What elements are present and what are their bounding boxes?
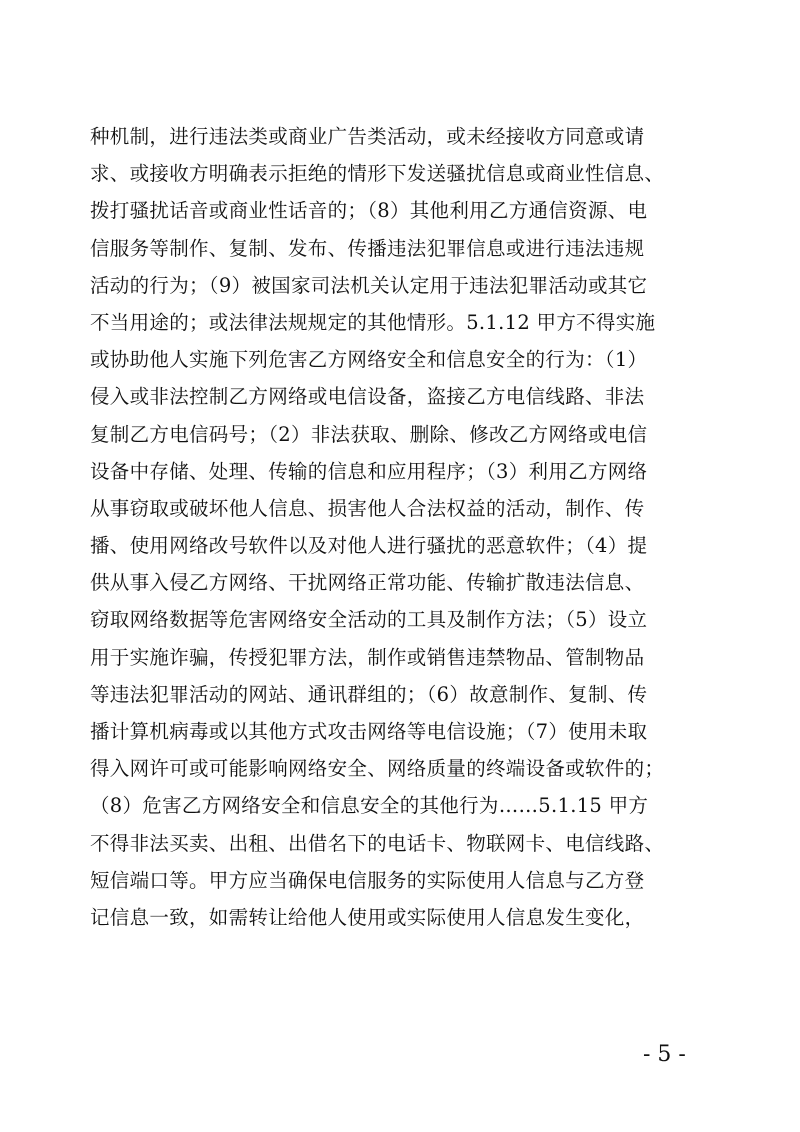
- text-line: 种机制，进行违法类或商业广告类活动，或未经接收方同意或请: [90, 125, 645, 148]
- text-line: 设备中存储、处理、传输的信息和应用程序；（3）利用乙方网络: [90, 459, 648, 483]
- text-line: 或协助他人实施下列危害乙方网络安全和信息安全的行为：（1）: [90, 348, 648, 372]
- text-line: 播计算机病毒或以其他方式攻击网络等电信设施；（7）使用未取: [90, 720, 648, 743]
- text-line: 记信息一致，如需转让给他人使用或实际使用人信息发生变化，: [90, 905, 645, 929]
- text-line: 不得非法买卖、出租、出借名下的电话卡、物联网卡、电信线路、: [90, 831, 665, 855]
- text-line: 复制乙方电信码号；（2）非法获取、删除、修改乙方网络或电信: [90, 422, 648, 446]
- body-text: [90, 118, 730, 936]
- page-number: - 5 -: [643, 1042, 686, 1067]
- text-line: 得入网许可或可能影响网络安全、网络质量的终端设备或软件的；: [90, 757, 665, 781]
- text-line: 信服务等制作、复制、发布、传播违法犯罪信息或进行违法违规: [90, 236, 645, 260]
- text-line: 活动的行为；（9）被国家司法机关认定用于违法犯罪活动或其它: [90, 273, 648, 297]
- text-line: 用于实施诈骗，传授犯罪方法，制作或销售违禁物品、管制物品: [90, 645, 645, 669]
- text-line: 短信端口等。甲方应当确保电信服务的实际使用人信息与乙方登: [90, 868, 645, 892]
- text-line: 播、使用网络改号软件以及对他人进行骚扰的恶意软件；（4）提: [90, 534, 648, 558]
- text-line: 供从事入侵乙方网络、干扰网络正常功能、传输扩散违法信息、: [90, 571, 645, 595]
- text-line: 侵入或非法控制乙方网络或电信设备，盗接乙方电信线路、非法: [90, 385, 645, 409]
- text-line: 不当用途的；或法律法规规定的其他情形。5.1.12 甲方不得实施: [90, 310, 656, 334]
- text-line: 窃取网络数据等危害网络安全活动的工具及制作方法；（5）设立: [90, 608, 648, 632]
- text-line: （8）危害乙方网络安全和信息安全的其他行为……5.1.15 甲方: [90, 794, 649, 818]
- text-line: 拨打骚扰话音或商业性话音的；（8）其他利用乙方通信资源、电: [90, 199, 648, 223]
- text-line: 求、或接收方明确表示拒绝的情形下发送骚扰信息或商业性信息、: [90, 162, 665, 186]
- text-line: 等违法犯罪活动的网站、通讯群组的；（6）故意制作、复制、传: [90, 682, 648, 706]
- text-line: 从事窃取或破坏他人信息、损害他人合法权益的活动，制作、传: [90, 496, 645, 520]
